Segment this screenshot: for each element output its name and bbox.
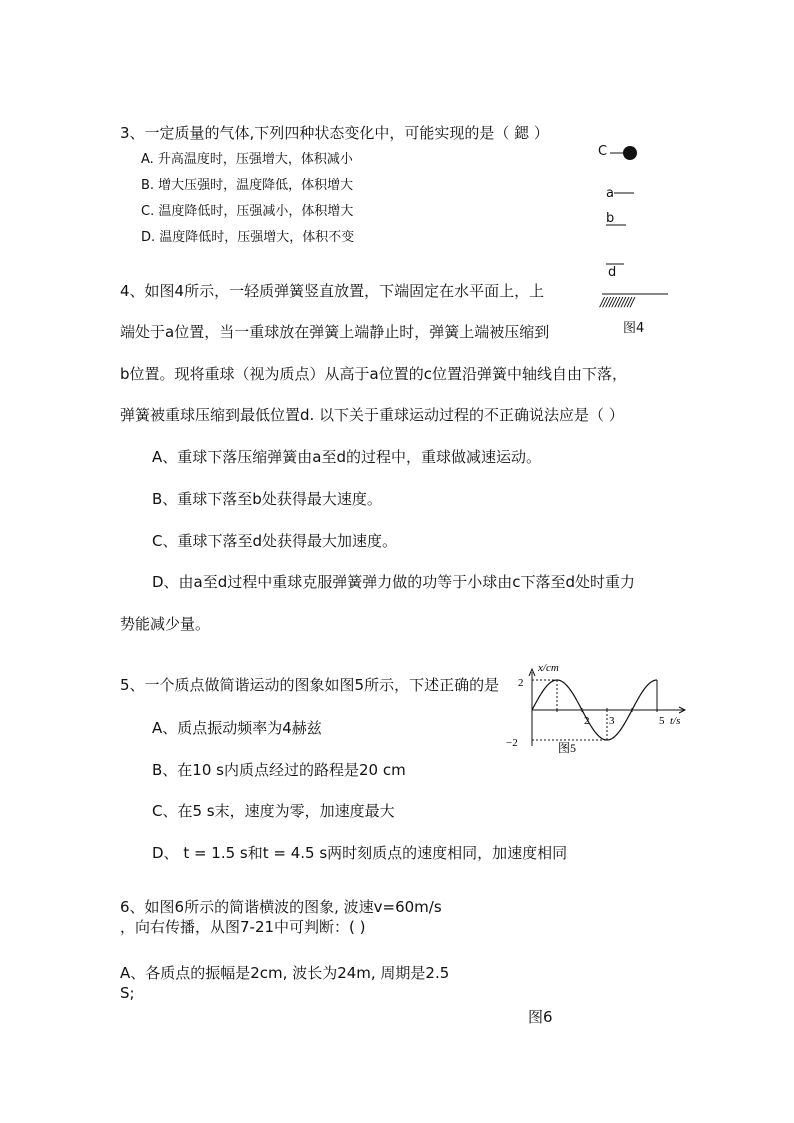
q4-line-1: 4、如图4所示，一轻质弹簧竖直放置，下端固定在水平面上，上	[120, 282, 545, 300]
q6-line-1: 6、如图6所示的简谐横波的图象, 波速v=60m/s	[120, 898, 442, 916]
q5-stem: 5、一个质点做简谐运动的图象如图5所示，下述正确的是	[120, 676, 500, 694]
figure-6-caption: 图6	[528, 1008, 553, 1026]
q4-line-2: 端处于a位置，当一重球放在弹簧上端静止时，弹簧上端被压缩到	[120, 323, 550, 341]
figure-4	[596, 138, 676, 338]
figure-5	[500, 658, 700, 758]
label-a: a	[606, 186, 614, 201]
q4-line-3: b位置。现将重球（视为质点）从高于a位置的c位置沿弹簧中轴线自由下落，	[120, 365, 627, 383]
q5-option-b: B、在10 s内质点经过的路程是20 cm	[152, 761, 406, 779]
x-tick-3: 3	[609, 715, 615, 727]
q6-option-a-line-1: A、各质点的振幅是2cm, 波长为24m, 周期是2.5	[120, 964, 450, 982]
q3-option-a: A. 升高温度时，压强增大，体积减小	[141, 152, 353, 167]
label-b: b	[606, 211, 615, 226]
q4-option-d-continued: 势能减少量。	[120, 615, 211, 633]
y-tick-bottom: −2	[506, 737, 518, 749]
y-tick-top: 2	[518, 677, 524, 689]
q5-option-d: D、 t = 1.5 s和t = 4.5 s两时刻质点的速度相同，加速度相同	[152, 844, 568, 862]
q5-option-a: A、质点振动频率为4赫兹	[152, 719, 322, 737]
y-axis-label: x/cm	[538, 662, 559, 674]
label-c: C	[598, 144, 608, 159]
q3-option-d: D. 温度降低时，压强增大，体积不变	[141, 230, 355, 245]
figure-5-caption: 图5	[558, 741, 577, 755]
figure-5-chart	[500, 658, 700, 758]
q4-line-4: 弹簧被重球压缩到最低位置d. 以下关于重球运动过程的不正确说法应是（ ）	[120, 406, 624, 424]
q6-line-2: ，向右传播，从图7-21中可判断：( )	[120, 918, 366, 936]
q4-option-b: B、重球下落至b处获得最大速度。	[152, 490, 382, 508]
x-tick-5: 5	[659, 715, 665, 727]
x-tick-2: 2	[584, 715, 590, 727]
q3-option-b: B. 增大压强时，温度降低，体积增大	[141, 178, 354, 193]
q6-option-a-line-2: S;	[120, 984, 135, 1002]
figure-4-caption: 图4	[623, 321, 645, 336]
q3-stem: 3、一定质量的气体,下列四种状态变化中，可能实现的是（ 鍶 ）	[120, 124, 549, 142]
heavy-ball	[623, 146, 637, 160]
label-d: d	[608, 265, 617, 280]
q4-option-d: D、由a至d过程中重球克服弹簧弹力做的功等于小球由c下落至d处时重力	[152, 573, 636, 591]
ground-hatching: ///////////	[600, 295, 634, 309]
q4-option-c: C、重球下落至d处获得最大加速度。	[152, 532, 397, 550]
x-axis-label: t/s	[670, 715, 681, 727]
q4-option-a: A、重球下落压缩弹簧由a至d的过程中，重球做减速运动。	[152, 448, 541, 466]
q3-option-c: C. 温度降低时，压强减小，体积增大	[141, 204, 354, 219]
q5-option-c: C、在5 s末，速度为零，加速度最大	[152, 802, 395, 820]
